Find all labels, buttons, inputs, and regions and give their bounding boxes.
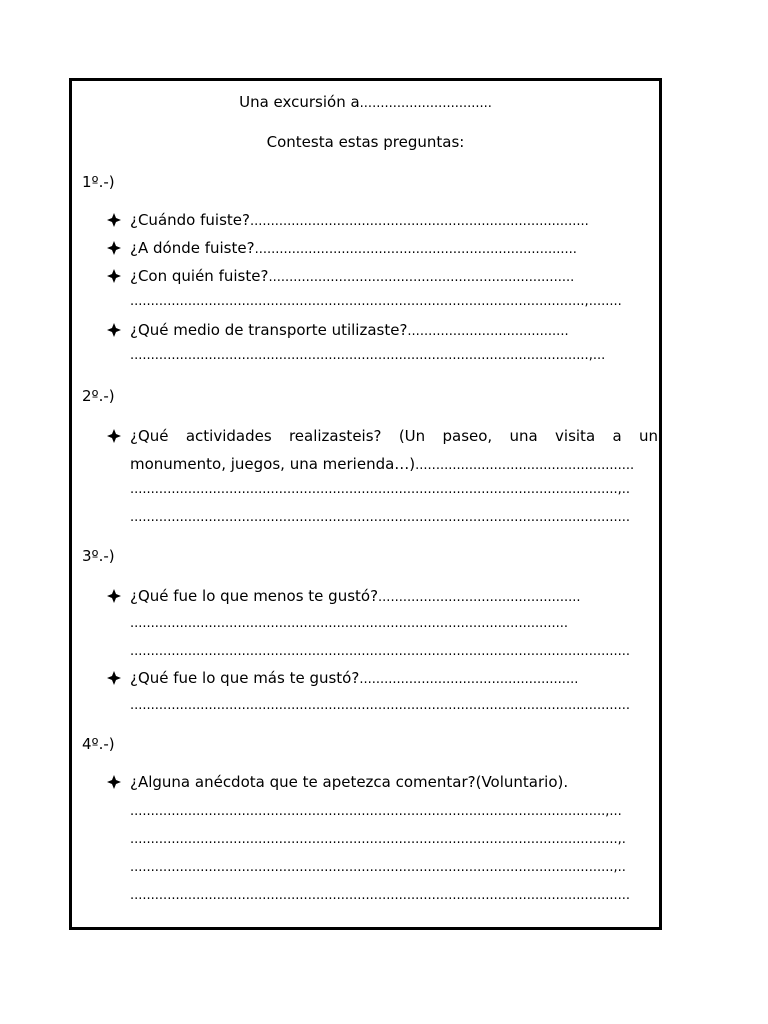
- question-text: ¿Cuándo fuiste?: [130, 211, 250, 229]
- question-text: ¿Qué medio de transporte utilizaste?: [130, 321, 408, 339]
- answer-line: .........................................................................................................................: [130, 510, 631, 525]
- answer-dots: .......................................: [407, 324, 569, 339]
- answer-line: .........................................................................................................................: [130, 698, 631, 713]
- section-2-label: 2º.-): [82, 387, 115, 405]
- diamond-bullet-icon: [107, 269, 121, 283]
- title-dots: ................................: [359, 96, 492, 111]
- answer-dots: .................................................: [378, 590, 581, 605]
- question-text: ¿Qué actividades realizasteis? (Un paseo, una visita a un: [130, 427, 658, 445]
- diamond-bullet-icon: [107, 323, 121, 337]
- worksheet-frame: [69, 78, 662, 930]
- instruction: Contesta estas preguntas:: [266, 133, 465, 151]
- section-4-label: 4º.-): [82, 735, 115, 753]
- title-text: Una excursión a: [239, 93, 360, 111]
- answer-dots: ..................................................................................: [249, 214, 589, 229]
- diamond-bullet-icon: [107, 429, 121, 443]
- answer-line: ......................................................................................................................,.: [130, 832, 626, 847]
- answer-line: .........................................................................................................................: [130, 644, 631, 659]
- diamond-bullet-icon: [107, 671, 121, 685]
- answer-line: .........................................................................................................................: [130, 888, 631, 903]
- question-continuation: [130, 455, 634, 475]
- question-text: ¿Qué fue lo que menos te gustó?: [130, 587, 379, 605]
- answer-dots: .....................................................: [415, 458, 635, 473]
- question-text: ¿Alguna anécdota que te apetezca comentar?(Voluntario).: [130, 773, 569, 791]
- answer-dots: ..........................................................................: [268, 270, 575, 285]
- diamond-bullet-icon: [107, 775, 121, 789]
- answer-dots: .....................................................: [359, 672, 579, 687]
- section-3-label: 3º.-): [82, 547, 115, 565]
- answer-dots: ..............................................................................: [254, 242, 577, 257]
- answer-line: .....................................................................................................................,..: [130, 860, 626, 875]
- answer-line: ..............................................................................................................,........: [130, 294, 622, 309]
- question-text: ¿Con quién fuiste?: [130, 267, 269, 285]
- answer-line: ..........................................................................................................: [130, 616, 569, 631]
- section-1-label: 1º.-): [82, 173, 115, 191]
- answer-line: ...............................................................................................................,...: [130, 348, 606, 363]
- answer-line: ...................................................................................................................,...: [130, 804, 622, 819]
- answer-line: ......................................................................................................................,..: [130, 482, 631, 497]
- question-text: ¿A dónde fuiste?: [130, 239, 255, 257]
- diamond-bullet-icon: [107, 241, 121, 255]
- question-text: ¿Qué fue lo que más te gustó?: [130, 669, 360, 687]
- worksheet-title: [72, 93, 659, 113]
- diamond-bullet-icon: [107, 589, 121, 603]
- question-text: monumento, juegos, una merienda…): [130, 455, 416, 473]
- diamond-bullet-icon: [107, 213, 121, 227]
